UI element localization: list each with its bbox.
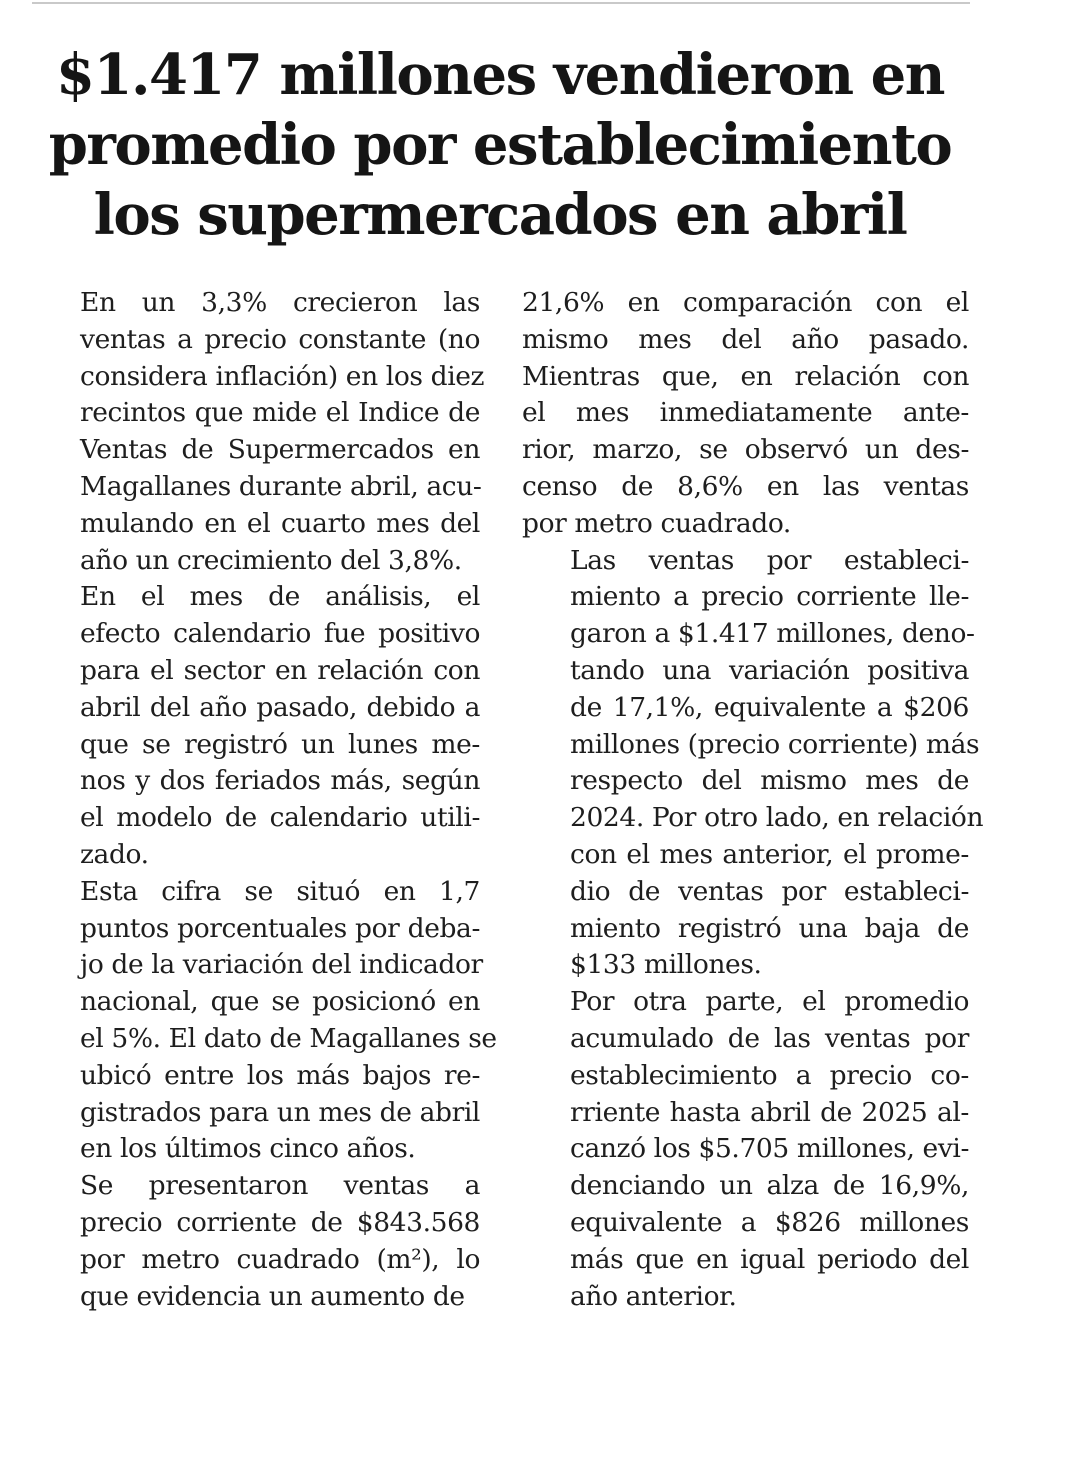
- article-line: puntos porcentuales por deba-: [80, 912, 480, 944]
- article-line: por metro cuadrado.: [522, 507, 791, 539]
- article-column-right: [522, 285, 984, 1315]
- article-line: ubicó entre los más bajos re-: [80, 1059, 480, 1091]
- headline: [40, 40, 960, 250]
- article-line: equivalente a $826 millones: [570, 1206, 969, 1238]
- article-line: Esta cifra se situó en 1,7: [80, 875, 480, 907]
- article-paragraph: [522, 285, 969, 543]
- article-line: miento a precio corriente lle-: [570, 581, 969, 613]
- article-line: precio corriente de $843.568: [80, 1206, 480, 1238]
- article-line: recintos que mide el Indice de: [80, 397, 480, 429]
- article-paragraph: [32, 285, 485, 579]
- article-line: ventas a precio constante (no: [80, 323, 480, 355]
- article-line: Las ventas por estableci-: [570, 544, 969, 576]
- article-line: Magallanes durante abril, acu-: [80, 470, 482, 502]
- article-line: rriente hasta abril de 2025 al-: [570, 1096, 969, 1128]
- article-paragraph: [32, 1168, 480, 1315]
- article-line: tando una variación positiva: [570, 654, 969, 686]
- article-line: miento registró una baja de: [570, 912, 969, 944]
- article-line: Mientras que, en relación con: [522, 360, 969, 392]
- article-line: censo de 8,6% en las ventas: [522, 470, 969, 502]
- article-line: mulando en el cuarto mes del: [80, 507, 480, 539]
- article-line: para el sector en relación con: [80, 654, 480, 686]
- article-line: el modelo de calendario utili-: [80, 802, 480, 834]
- article-line: el 5%. El dato de Magallanes se: [80, 1022, 497, 1054]
- article-line: gistrados para un mes de abril: [80, 1096, 480, 1128]
- article-line: por metro cuadrado (m²), lo: [80, 1243, 480, 1275]
- article-line: efecto calendario fue positivo: [80, 618, 480, 650]
- top-rule: [32, 2, 970, 4]
- article-line: canzó los $5.705 millones, evi-: [570, 1133, 970, 1165]
- article-line: garon a $1.417 millones, deno-: [570, 618, 975, 650]
- article-line: En un 3,3% crecieron las: [80, 287, 480, 318]
- article-line: más que en igual periodo del: [570, 1243, 969, 1275]
- article-line: nos y dos feriados más, según: [80, 765, 480, 797]
- article-line: año anterior.: [570, 1280, 737, 1312]
- article-line: establecimiento a precio co-: [570, 1059, 969, 1091]
- article-line: en los últimos cinco años.: [80, 1133, 416, 1165]
- article-line: año un crecimiento del 3,8%.: [80, 544, 462, 576]
- article-paragraph: [522, 984, 969, 1315]
- article-line: que evidencia un aumento de: [80, 1280, 465, 1312]
- article-line: respecto del mismo mes de: [570, 765, 969, 797]
- article-line: $133 millones.: [570, 949, 762, 981]
- headline-line: promedio por establecimiento: [48, 112, 952, 178]
- article-line: zado.: [80, 838, 149, 870]
- article-line: Se presentaron ventas a: [80, 1170, 480, 1202]
- article-line: Ventas de Supermercados en: [80, 434, 480, 466]
- article-line: 21,6% en comparación con el: [522, 287, 969, 318]
- article-line: de 17,1%, equivalente a $206: [570, 691, 969, 723]
- article-paragraph: [32, 874, 497, 1168]
- article-line: con el mes anterior, el prome-: [570, 838, 969, 870]
- article-line: denciando un alza de 16,9%,: [570, 1170, 969, 1202]
- article-line: mismo mes del año pasado.: [522, 323, 969, 355]
- article-line: rior, marzo, se observó un des-: [522, 434, 969, 466]
- article-line: el mes inmediatamente ante-: [522, 397, 969, 429]
- article-line: 2024. Por otro lado, en relación: [570, 802, 984, 834]
- article-line: abril del año pasado, debido a: [80, 691, 480, 723]
- article-line: que se registró un lunes me-: [80, 728, 480, 760]
- article-line: dio de ventas por estableci-: [570, 875, 969, 907]
- article-paragraph: [32, 579, 480, 873]
- headline-line: los supermercados en abril: [93, 182, 907, 248]
- article-line: jo de la variación del indicador: [80, 949, 483, 981]
- article-line: considera inflación) en los diez: [80, 360, 485, 392]
- headline-line: $1.417 millones vendieron en: [56, 42, 944, 108]
- article-column-left: [32, 285, 497, 1315]
- article-paragraph: [522, 543, 984, 985]
- article-line: nacional, que se posicionó en: [80, 986, 480, 1018]
- article-line: En el mes de análisis, el: [80, 581, 480, 613]
- article-line: millones (precio corriente) más: [570, 728, 980, 760]
- article-line: acumulado de las ventas por: [570, 1022, 969, 1054]
- article-line: Por otra parte, el promedio: [570, 986, 969, 1018]
